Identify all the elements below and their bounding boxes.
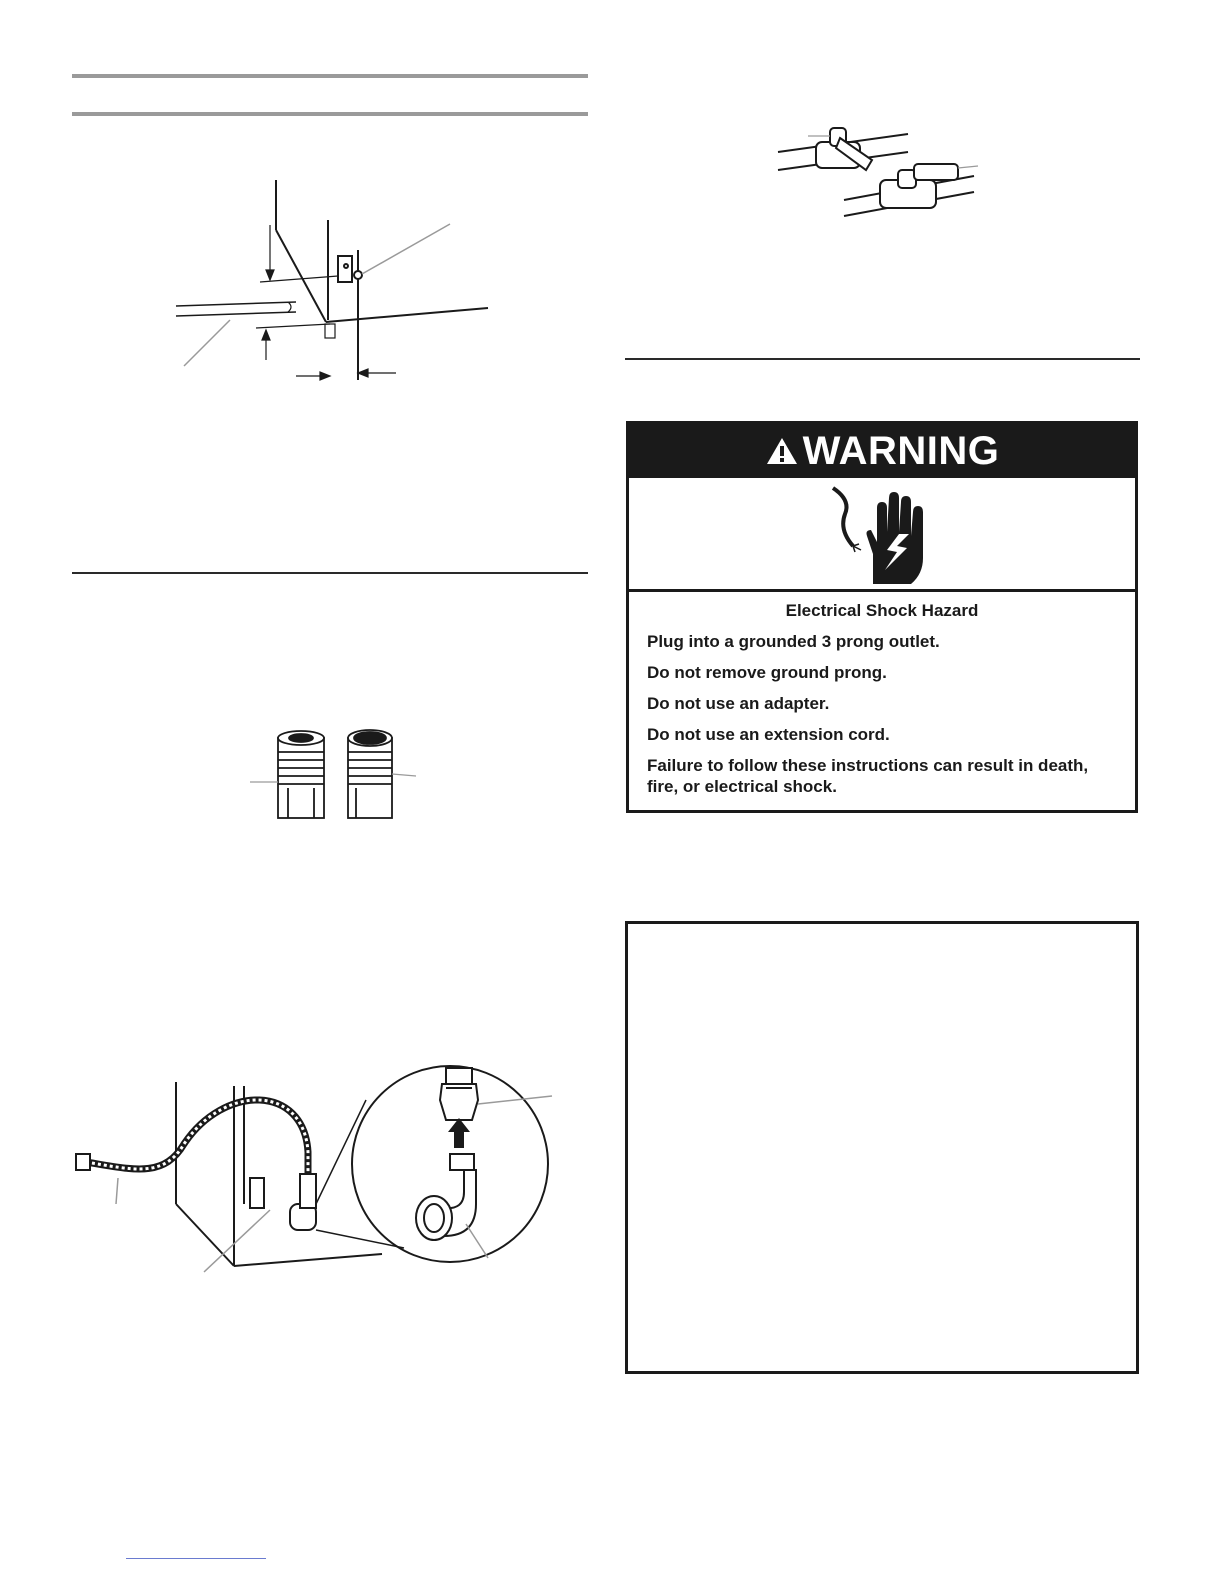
warning-body (647, 600, 1117, 807)
electric-shock-hand-icon (827, 484, 927, 588)
shutoff-valve-figure (774, 122, 984, 222)
section-divider-left (72, 572, 588, 574)
warning-line-extension-cord: Do not use an extension cord. (647, 725, 890, 744)
section-header-rule-bottom (72, 112, 588, 116)
hazard-title: Electrical Shock Hazard (785, 601, 979, 620)
section-divider-right (625, 358, 1140, 360)
warning-header-text: WARNING (802, 428, 1000, 473)
pipe-thread-figure (244, 726, 424, 820)
flexible-hose-elbow-figure (74, 1054, 554, 1278)
warning-line-adapter: Do not use an adapter. (647, 694, 830, 713)
warning-line-consequences: Failure to follow these instructions can result in death, fire, or electrical shock. (647, 756, 1089, 796)
warning-icon-area (629, 478, 1135, 592)
warning-line-ground-prong: Do not remove ground prong. (647, 663, 887, 682)
warning-line-grounded-outlet: Plug into a grounded 3 prong outlet. (647, 632, 940, 651)
gas-pipe-dimension-figure (160, 170, 500, 390)
footer-link-underline[interactable] (126, 1558, 266, 1559)
warning-header (629, 424, 1135, 478)
info-box (625, 921, 1139, 1374)
warning-box (626, 421, 1138, 813)
warning-triangle-icon (765, 436, 799, 466)
section-header-rule-top (72, 74, 588, 78)
